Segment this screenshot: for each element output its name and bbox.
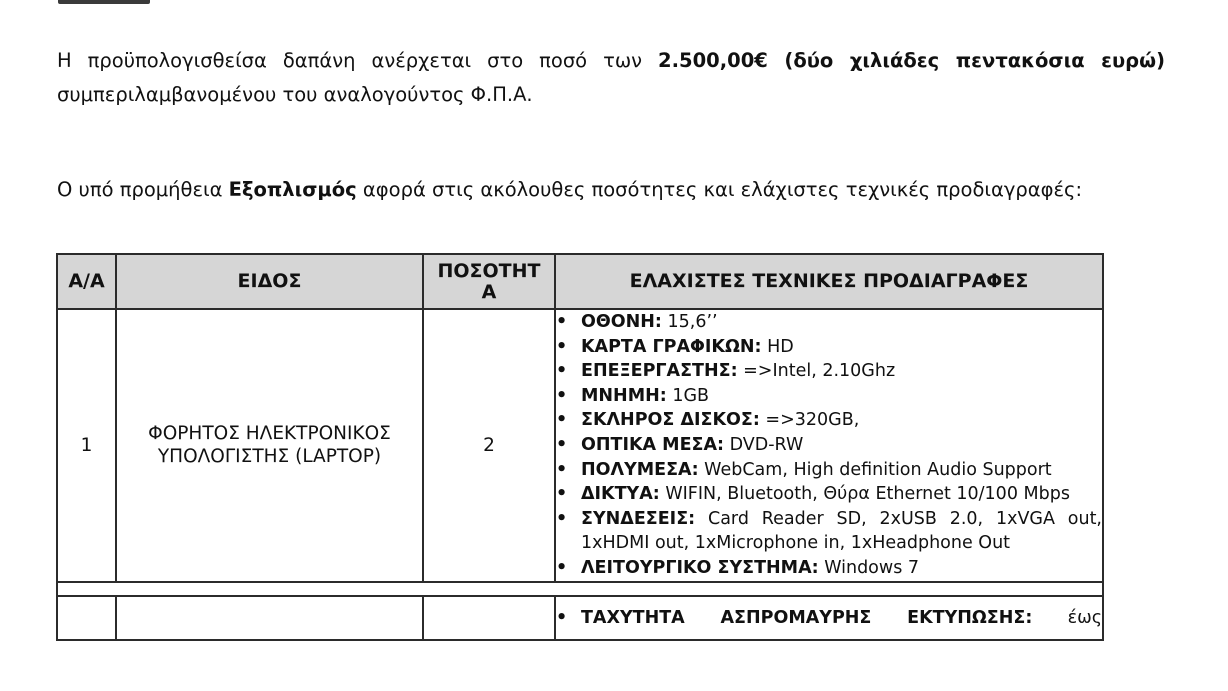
item-name: ΦΟΡΗΤΟΣ ΗΛΕΚΤΡΟΝΙΚΟΣ ΥΠΟΛΟΓΙΣΤΗΣ (LAPTOP) [116,309,423,582]
specs-list [556,606,1102,631]
table-header-row [57,254,1103,309]
header-aa: Α/Α [57,254,116,309]
equipment-word: Εξοπλισμός [228,178,357,201]
spec-item: • ΚΑΡΤΑ ΓΡΑΦΙΚΩΝ: HD [556,335,1102,360]
spec-item: • ΠΟΛΥΜΕΣΑ: WebCam, High definition Audio Support [556,458,1102,483]
table-row [57,309,1103,582]
budget-paragraph [57,44,1165,112]
item-quantity: 2 [423,309,555,582]
equipment-paragraph [57,173,1165,207]
bullet-icon: • [556,410,568,431]
item-specifications [555,596,1103,640]
spec-item: • ΕΠΕΞΕΡΓΑΣΤΗΣ: =>Intel, 2.10Ghz [556,359,1102,384]
bullet-icon: • [556,484,568,505]
bullet-icon: • [556,434,568,455]
specs-list [556,310,1102,581]
equipment-text-end: αφορά στις ακόλουθες ποσότητες και ελάχιστες τεχνικές προδιαγραφές: [356,178,1083,201]
spec-item: • ΣΥΝΔΕΣΕΙΣ: Card Reader SD, 2xUSB 2.0, 1xVGA out, 1xHDMI out, 1xMicrophone in, 1xHeadphone Out [556,508,1102,554]
table-gap [57,582,1103,596]
bullet-icon: • [556,557,568,578]
bullet-icon: • [556,608,568,629]
item-specifications [555,309,1103,582]
spec-item: • ΟΘΟΝΗ: 15,6’’ [556,310,1102,335]
spec-item: • ΜΝΗΜΗ: 1GB [556,384,1102,409]
spec-item: • ΟΠΤΙΚΑ ΜΕΣΑ: DVD-RW [556,433,1102,458]
bullet-icon: • [556,508,568,529]
bullet-icon: • [556,336,568,357]
spec-item: • ΣΚΛΗΡΟΣ ΔΙΣΚΟΣ: =>320GB, [556,408,1102,433]
row-number [57,596,116,640]
header-specifications: ΕΛΑΧΙΣΤΕΣ ΤΕΧΝΙΚΕΣ ΠΡΟΔΙΑΓΡΑΦΕΣ [555,254,1103,309]
previous-page-text-fragment [58,0,150,4]
table-row [57,596,1103,640]
header-eidos: ΕΙΔΟΣ [116,254,423,309]
row-number: 1 [57,309,116,582]
spec-item: • ΤΑΧΥΤΗΤΑ ΑΣΠΡΟΜΑΥΡΗΣ ΕΚΤΥΠΩΣΗΣ: έως [556,606,1102,631]
equipment-text-start: Ο υπό προμήθεια [57,178,229,201]
bullet-icon: • [556,312,568,332]
header-quantity: ΠΟΣΟΤΗΤ Α [423,254,555,309]
item-quantity [423,596,555,640]
bullet-icon: • [556,385,568,406]
budget-text-end: συμπεριλαμβανομένου του αναλογούντος Φ.Π.Α. [57,83,533,106]
spec-item: • ΛΕΙΤΟΥΡΓΙΚΟ ΣΥΣΤΗΜΑ: Windows 7 [556,556,1102,581]
bullet-icon: • [556,361,568,382]
spec-item: • ΔΙΚΤΥΑ: WIFIN, Bluetooth, Θύρα Ethernet 10/100 Mbps [556,482,1102,507]
specifications-table [56,253,1104,641]
budget-text-start: Η προϋπολογισθείσα δαπάνη ανέρχεται στο ποσό των [57,49,659,72]
item-name [116,596,423,640]
budget-amount: 2.500,00€ (δύο χιλιάδες πεντακόσια ευρώ) [658,49,1166,72]
bullet-icon: • [556,459,568,480]
